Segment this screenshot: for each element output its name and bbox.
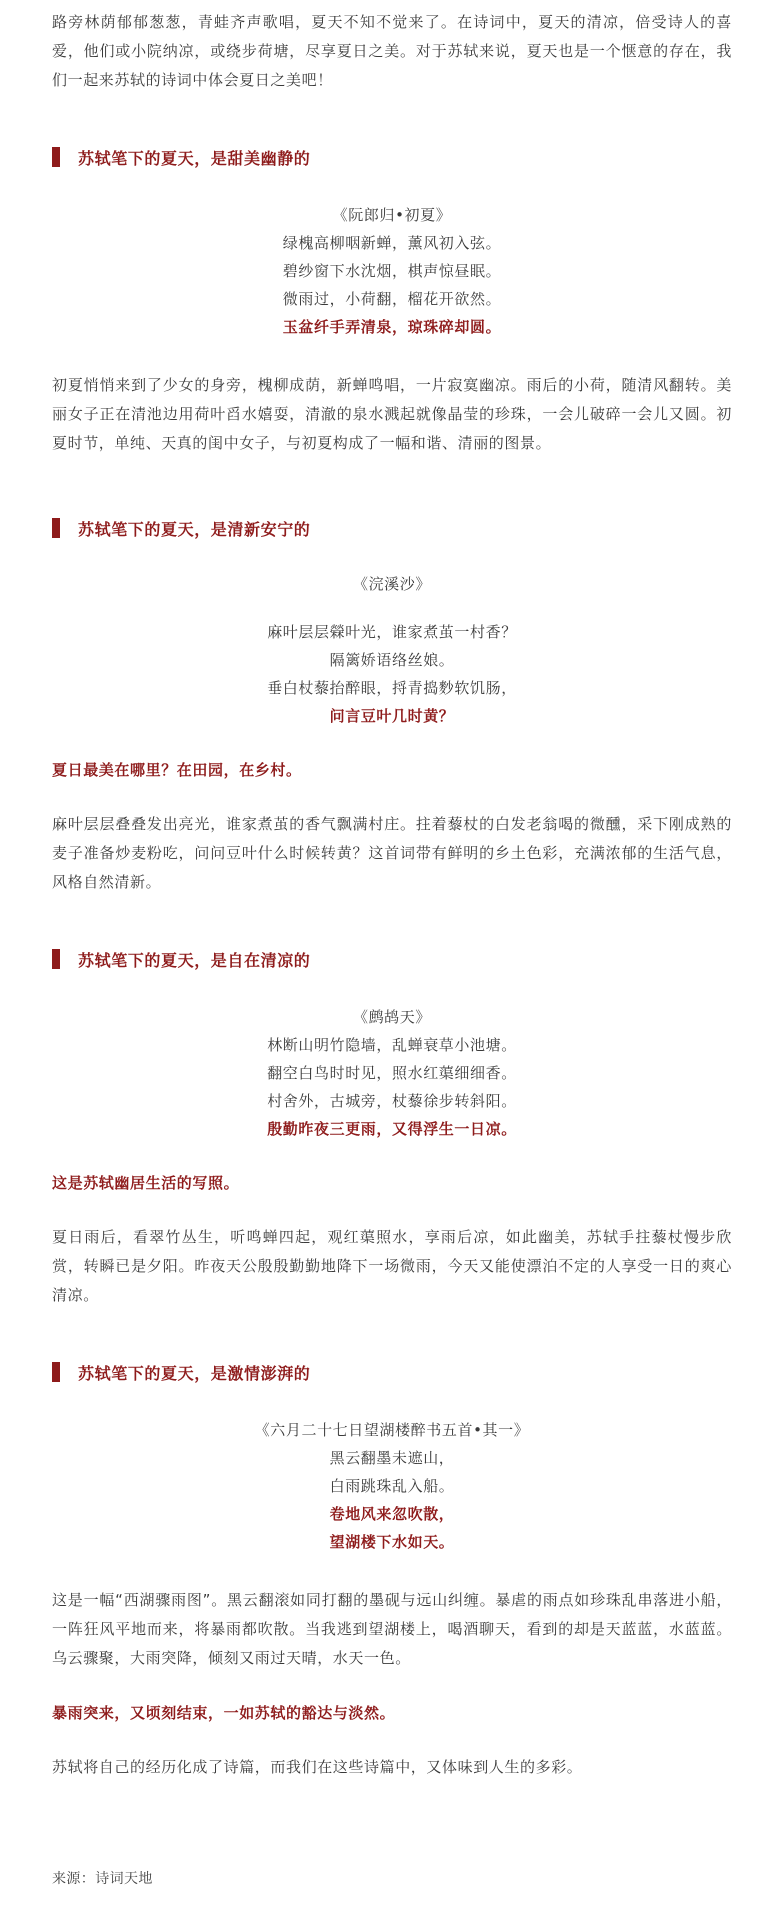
section-marker [52, 1362, 60, 1382]
intro-paragraph: 路旁林荫郁郁葱葱，青蛙齐声歌唱，夏天不知不觉来了。在诗词中，夏天的清凉，倍受诗人的喜爱，他们或小院纳凉，或绕步荷塘，尽享夏日之美。对于苏轼来说，夏天也是一个惬意的存在，我们一起来苏轼的诗词中体会夏日之美吧！ [52, 13, 732, 89]
poem-title: 《浣溪沙》 [352, 575, 431, 593]
highlight-note: 这是苏轼幽居生活的写照。 [52, 1174, 240, 1192]
poem-line-highlight: 问言豆叶几时黄？ [329, 707, 455, 725]
commentary-paragraph: 这是一幅“西湖骤雨图”。黑云翻滚如同打翻的墨砚与远山纠缠。暴虐的雨点如珍珠乱串落进小船，一阵狂风平地而来，将暴雨都吹散。当我逃到望湖楼上，喝酒聊天，看到的却是天蓝蓝，水蓝蓝。乌云骤聚，大雨突降，倾刻又雨过天晴，水天一色。 [52, 1591, 732, 1667]
poem-3 [52, 1003, 732, 1143]
poem-line-highlight: 望湖楼下水如天。 [329, 1533, 455, 1551]
poem-line: 黑云翻墨未遮山， [329, 1449, 455, 1467]
highlight-note: 夏日最美在哪里？在田园，在乡村。 [52, 761, 302, 779]
poem-2 [52, 570, 732, 730]
poem-line: 隔篱娇语络丝娘。 [329, 651, 455, 669]
section-marker [52, 949, 60, 969]
highlight-note: 暴雨突来，又顷刻结束，一如苏轼的豁达与淡然。 [52, 1704, 396, 1722]
poem-line-highlight: 殷勤昨夜三更雨，又得浮生一日凉。 [267, 1120, 517, 1138]
source-credit: 来源：诗词天地 [52, 1871, 153, 1887]
poem-line: 翻空白鸟时时见，照水红蕖细细香。 [267, 1064, 517, 1082]
poem-line: 白雨跳珠乱入船。 [329, 1477, 455, 1495]
article [52, 0, 732, 1892]
commentary-paragraph: 夏日雨后，看翠竹丛生，听鸣蝉四起，观红蕖照水，享雨后凉，如此幽美，苏轼手拄藜杖慢步欣赏，转瞬已是夕阳。昨夜天公殷殷勤勤地降下一场微雨，今天又能使漂泊不定的人享受一日的爽心清凉。 [52, 1228, 732, 1304]
section-marker [52, 518, 60, 538]
poem-line: 村舍外，古城旁，杖藜徐步转斜阳。 [267, 1092, 517, 1110]
section-title: 苏轼笔下的夏天，是激情澎湃的 [78, 1363, 311, 1383]
closing-paragraph: 苏轼将自己的经历化成了诗篇，而我们在这些诗篇中，又体味到人生的多彩。 [52, 1758, 583, 1776]
poem-1 [52, 201, 732, 341]
poem-line: 垂白杖藜抬醉眼，捋青捣麨软饥肠， [267, 679, 517, 697]
poem-title: 《阮郎归•初夏》 [332, 206, 452, 224]
poem-line: 麻叶层层檾叶光，谁家煮茧一村香？ [267, 623, 517, 641]
section-title: 苏轼笔下的夏天，是甜美幽静的 [78, 148, 311, 168]
section-heading-1 [52, 145, 732, 169]
section-heading-4 [52, 1360, 732, 1384]
commentary-paragraph: 初夏悄悄来到了少女的身旁，槐柳成荫，新蝉鸣唱，一片寂寞幽凉。雨后的小荷，随清风翻转。美丽女子正在清池边用荷叶舀水嬉耍，清澈的泉水溅起就像晶莹的珍珠，一会儿破碎一会儿又圆。初夏时节，单纯、天真的闺中女子，与初夏构成了一幅和谐、清丽的图景。 [52, 376, 732, 452]
poem-line: 绿槐高柳咽新蝉，薰风初入弦。 [282, 234, 502, 252]
section-marker [52, 147, 60, 167]
poem-4 [52, 1416, 732, 1556]
poem-line: 碧纱窗下水沈烟，棋声惊昼眠。 [282, 262, 502, 280]
section-title: 苏轼笔下的夏天，是清新安宁的 [78, 519, 311, 539]
commentary-paragraph: 麻叶层层叠叠发出亮光，谁家煮茧的香气飘满村庄。拄着藜杖的白发老翁喝的微醺，采下刚成熟的麦子准备炒麦粉吃，问问豆叶什么时候转黄？这首词带有鲜明的乡土色彩，充满浓郁的生活气息，风格自然清新。 [52, 815, 732, 891]
section-heading-2 [52, 516, 732, 540]
poem-title: 《六月二十七日望湖楼醉书五首•其一》 [254, 1421, 530, 1439]
poem-line-highlight: 玉盆纤手弄清泉，琼珠碎却圆。 [282, 318, 502, 336]
section-heading-3 [52, 947, 732, 971]
poem-line: 林断山明竹隐墙，乱蝉衰草小池塘。 [267, 1036, 517, 1054]
poem-line: 微雨过，小荷翻，榴花开欲然。 [282, 290, 502, 308]
section-title: 苏轼笔下的夏天，是自在清凉的 [78, 950, 311, 970]
poem-line-highlight: 卷地风来忽吹散， [329, 1505, 455, 1523]
poem-title: 《鹧鸪天》 [352, 1008, 431, 1026]
